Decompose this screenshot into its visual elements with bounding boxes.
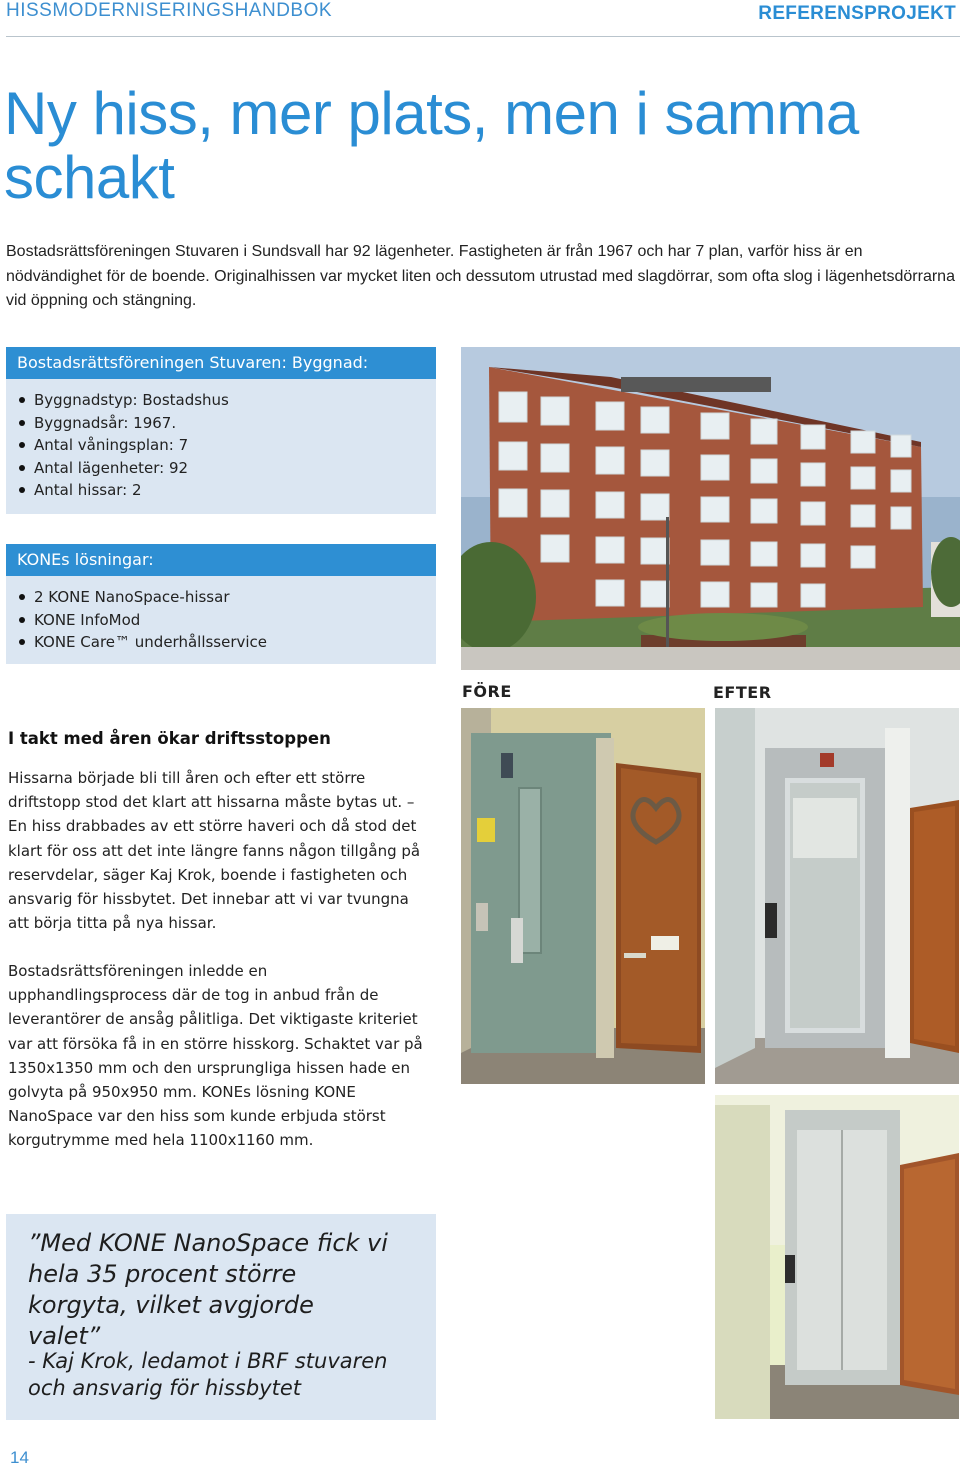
building-facts-heading: Bostadsrättsföreningen Stuvaren: Byggnad: bbox=[6, 347, 436, 379]
article-paragraph-1: Hissarna började bli till åren och efter ett större driftstopp stod det klart att hissarna måste bytas ut. – En hiss drabbades av ett större haveri och då stod det klart för oss att det inte längre fanns någon tillgång på reservdelar, säger Kaj Krok, boende i fastigheten och ansvarig för hissbytet. Det innebar att vi var tvungna att börja titta på nya hissar. bbox=[8, 769, 421, 933]
building-facts-list bbox=[6, 379, 436, 510]
solutions-list bbox=[6, 576, 436, 662]
article-subheading: I takt med åren ökar driftsstoppen bbox=[8, 729, 331, 748]
solutions-box bbox=[6, 544, 436, 664]
before-elevator-photo bbox=[461, 708, 705, 1084]
pull-quote-attribution: - Kaj Krok, ledamot i BRF stuvaren och ansvarig för hissbytet bbox=[28, 1349, 388, 1400]
list-item: KONE InfoMod bbox=[18, 609, 436, 632]
list-item: 2 KONE NanoSpace-hissar bbox=[18, 586, 436, 609]
header-divider bbox=[6, 36, 960, 37]
before-label: FÖRE bbox=[462, 682, 512, 701]
after-label: EFTER bbox=[713, 683, 772, 702]
building-facts-box bbox=[6, 347, 436, 514]
page-title: Ny hiss, mer plats, men i samma schakt bbox=[4, 80, 859, 211]
list-item: Byggnadsår: 1967. bbox=[18, 412, 436, 435]
building-photo bbox=[461, 347, 960, 670]
list-item: Antal våningsplan: 7 bbox=[18, 434, 436, 457]
pull-quote-text: ”Med KONE NanoSpace fick vi hela 35 procent större korgyta, vilket avgjorde valet” bbox=[28, 1229, 388, 1350]
after-elevator-photo-2 bbox=[715, 1095, 959, 1419]
running-header: HISSMODERNISERINGSHANDBOK bbox=[6, 0, 333, 21]
intro-paragraph: Bostadsrättsföreningen Stuvaren i Sundsvall har 92 lägenheter. Fastigheten är från 1967 och har 7 plan, varför hiss är en nödvändighet för de boende. Originalhissen var mycket liten och dessutom utrustad med slagdörrar, som ofta slog i lägenhetsdörrarna vid öppning och stängning. bbox=[6, 243, 955, 309]
list-item: KONE Care™ underhållsservice bbox=[18, 631, 436, 654]
page-number: 14 bbox=[10, 1448, 29, 1467]
pull-quote-box bbox=[6, 1214, 436, 1420]
article-paragraph-2: Bostadsrättsföreningen inledde en upphandlingsprocess där de tog in anbud från de leverantörer de ansåg pålitliga. Det viktigaste kriteriet var att försöka få in en större hisskorg. Schaktet var på 1350x1350 mm och den ursprungliga hissen hade en golvyta på 950x950 mm. KONEs lösning KONE NanoSpace var den hiss som kunde erbjuda störst korgutrymme med hela 1100x1160 mm. bbox=[8, 962, 423, 1150]
section-label: REFERENSPROJEKT bbox=[758, 3, 956, 24]
list-item: Antal hissar: 2 bbox=[18, 479, 436, 502]
solutions-heading: KONEs lösningar: bbox=[6, 544, 436, 576]
list-item: Byggnadstyp: Bostadshus bbox=[18, 389, 436, 412]
after-elevator-photo bbox=[715, 708, 959, 1084]
list-item: Antal lägenheter: 92 bbox=[18, 457, 436, 480]
